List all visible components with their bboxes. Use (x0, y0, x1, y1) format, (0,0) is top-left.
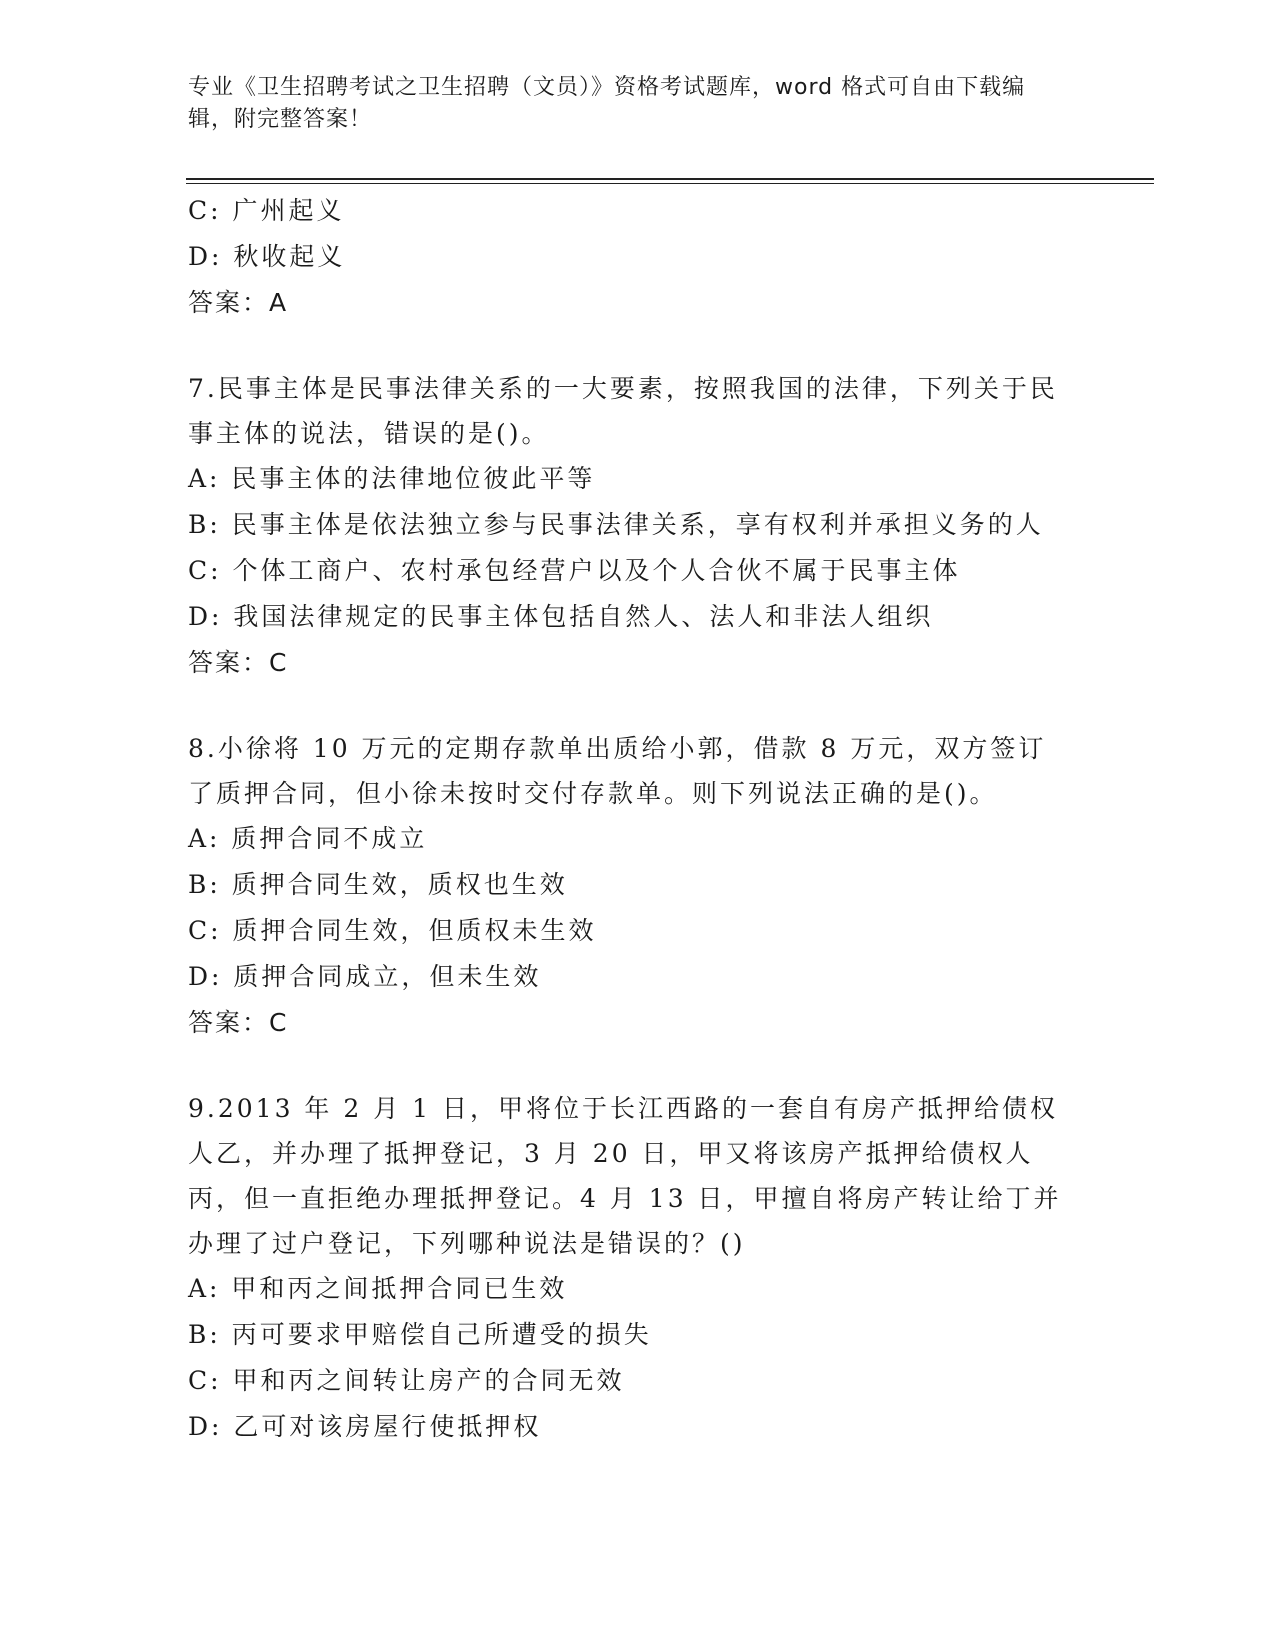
question-stem: 7.民事主体是民事法律关系的一大要素，按照我国的法律，下列关于民事主体的说法，错误的是()。 (188, 374, 1058, 448)
question-content (188, 188, 1088, 1450)
option-c: C: 质押合同生效，但质权未生效 (188, 916, 597, 945)
page-header: 专业《卫生招聘考试之卫生招聘（文员）》资格考试题库，word 格式可自由下载编辑，附完整答案！ (188, 75, 1026, 132)
question-stem: 9.2013 年 2 月 1 日，甲将位于长江西路的一套自有房产抵押给债权人乙，并办理了抵押登记，3 月 20 日，甲又将该房产抵押给债权人丙，但一直拒绝办理抵押登记。4 月 13 日，甲擅自将房产转让给丁并办理了过户登记，下列哪种说法是错误的？() (188, 1094, 1062, 1258)
header-divider (186, 178, 1154, 180)
question-stem: 8.小徐将 10 万元的定期存款单出质给小郭，借款 8 万元，双方签订了质押合同，但小徐未按时交付存款单。则下列说法正确的是()。 (188, 734, 1047, 808)
option-d: D: 我国法律规定的民事主体包括自然人、法人和非法人组织 (188, 602, 934, 631)
option-a: A: 质押合同不成立 (188, 824, 428, 853)
answer-line: 答案：C (188, 1008, 289, 1037)
question-8 (188, 726, 1088, 1046)
option-a: A: 民事主体的法律地位彼此平等 (188, 464, 596, 493)
option-c: C: 广州起义 (188, 196, 345, 225)
option-a: A: 甲和丙之间抵押合同已生效 (188, 1274, 568, 1303)
option-b: B: 质押合同生效，质权也生效 (188, 870, 568, 899)
option-b: B: 民事主体是依法独立参与民事法律关系，享有权利并承担义务的人 (188, 510, 1044, 539)
prev-question-tail (188, 188, 1088, 326)
option-b: B: 丙可要求甲赔偿自己所遭受的损失 (188, 1320, 652, 1349)
option-d: D: 乙可对该房屋行使抵押权 (188, 1412, 542, 1441)
header-divider-thin (186, 183, 1154, 184)
option-c: C: 个体工商户、农村承包经营户以及个人合伙不属于民事主体 (188, 556, 961, 585)
question-9 (188, 1086, 1088, 1450)
answer-line: 答案：A (188, 288, 289, 317)
option-d: D: 质押合同成立，但未生效 (188, 962, 542, 991)
option-d: D: 秋收起义 (188, 242, 346, 271)
question-7 (188, 366, 1088, 686)
answer-line: 答案：C (188, 648, 289, 677)
option-c: C: 甲和丙之间转让房产的合同无效 (188, 1366, 625, 1395)
